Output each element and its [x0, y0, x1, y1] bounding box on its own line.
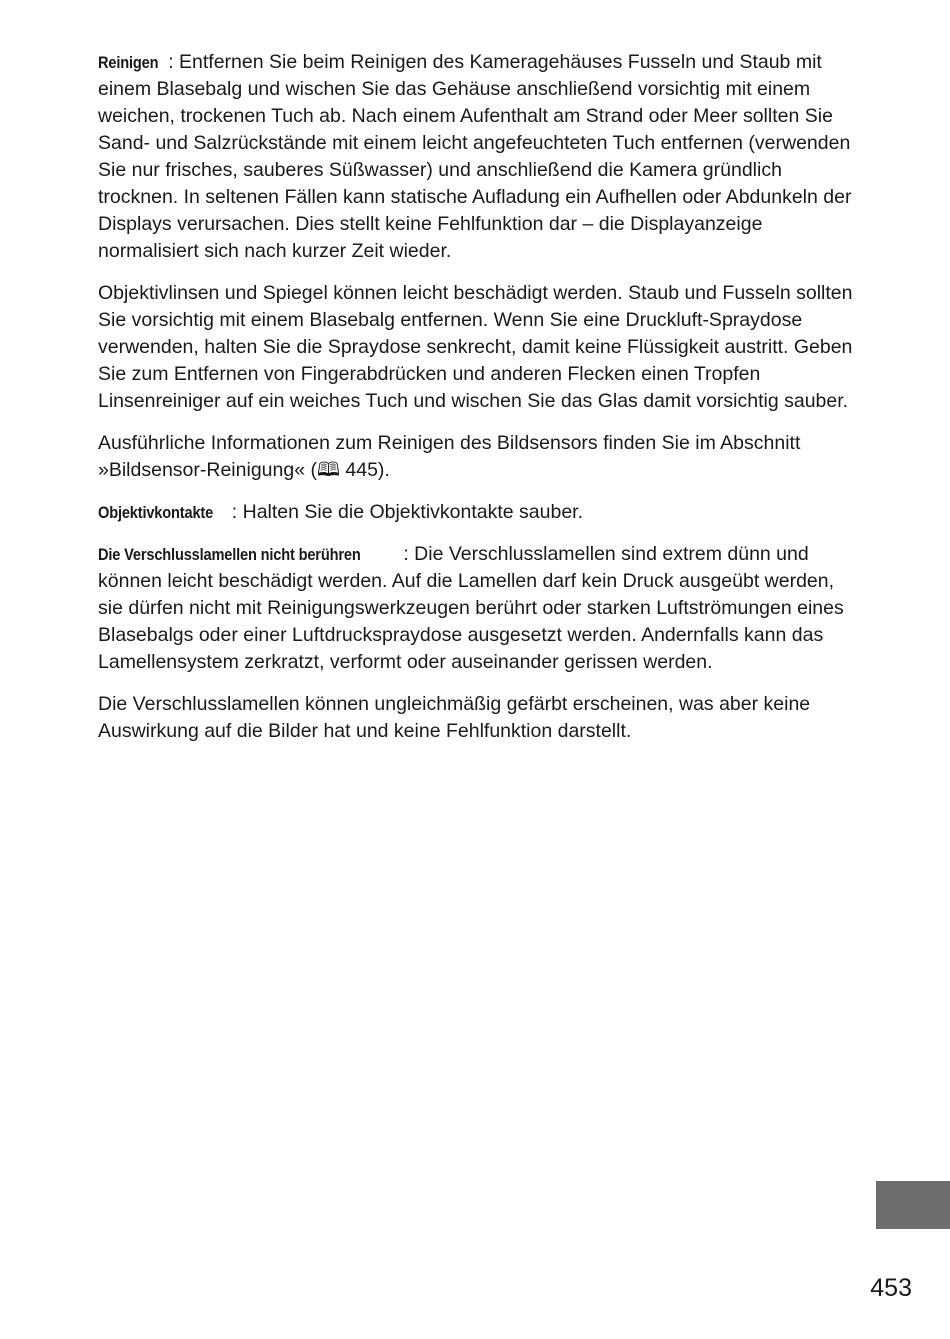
- book-icon: 🕮: [316, 459, 340, 481]
- page-body: [98, 49, 860, 760]
- term-verschlusslamellen: Die Verschlusslamellen nicht berühren: [98, 545, 361, 564]
- paragraph-text: : Entfernen Sie beim Reinigen des Kameragehäuses Fusseln und Staub mit einem Blasebalg und wischen Sie das Gehäuse anschließend vorsichtig mit einem weichen, trockenen Tuch ab. Nach einem Aufenthalt am Strand oder Meer sollten Sie Sand- und Salzrückstände mit einem leicht angefeuchteten Tuch entfernen (verwenden Sie nur frisches, sauberes Süßwasser) und anschließend die Kamera gründlich trocknen. In seltenen Fällen kann statische Aufladung ein Aufhellen oder Abdunkeln der Displays verursachen. Dies stellt keine Fehlfunktion dar – die Displayanzeige normalisiert sich nach kurzer Zeit wieder.: [98, 51, 852, 262]
- paragraph-text: Objektivlinsen und Spiegel können leicht beschädigt werden. Staub und Fusseln sollten Sie vorsichtig mit einem Blasebalg entfernen. Wenn Sie eine Druckluft-Spraydose verwenden, halten Sie die Spraydose senkrecht, damit keine Flüssigkeit austritt. Geben Sie zum Entfernen von Fingerabdrücken und anderen Flecken einen Tropfen Linsenreiniger auf ein weiches Tuch und wischen Sie das Glas damit vorsichtig sauber.: [98, 282, 853, 412]
- paragraph-text: Ausführliche Informationen zum Reinigen des Bildsensors finden Sie im Abschnitt »Bildsensor-Reinigung« (: [98, 432, 801, 481]
- paragraph-bildsensor: [98, 430, 860, 484]
- page-reference[interactable]: 445).: [339, 459, 390, 481]
- paragraph-objektivkontakte: [98, 499, 860, 526]
- term-objektivkontakte: Objektivkontakte: [98, 503, 214, 522]
- paragraph-text: Die Verschlusslamellen können ungleichmäßig gefärbt erscheinen, was aber keine Auswirkung auf die Bilder hat und keine Fehlfunktion darstellt.: [98, 693, 811, 742]
- paragraph-text: : Halten Sie die Objektivkontakte sauber.: [231, 501, 583, 523]
- section-thumb-tab: [876, 1181, 950, 1229]
- term-reinigen: Reinigen: [98, 53, 159, 72]
- paragraph-objektivlinsen: [98, 280, 860, 415]
- page-number: 453: [870, 1274, 912, 1302]
- paragraph-reinigen: [98, 49, 860, 265]
- paragraph-farbung: [98, 691, 860, 745]
- paragraph-verschlusslamellen: [98, 541, 860, 676]
- paragraph-text: : Die Verschlusslamellen sind extrem dünn und können leicht beschädigt werden. Auf die Lamellen darf kein Druck ausgeübt werden, sie dürfen nicht mit Reinigungswerkzeugen berührt oder starken Luftströmungen eines Blasebalgs oder einer Luftdruckspraydose ausgesetzt werden. Andernfalls kann das Lamellensystem zerkratzt, verformt oder auseinander gerissen werden.: [98, 543, 844, 673]
